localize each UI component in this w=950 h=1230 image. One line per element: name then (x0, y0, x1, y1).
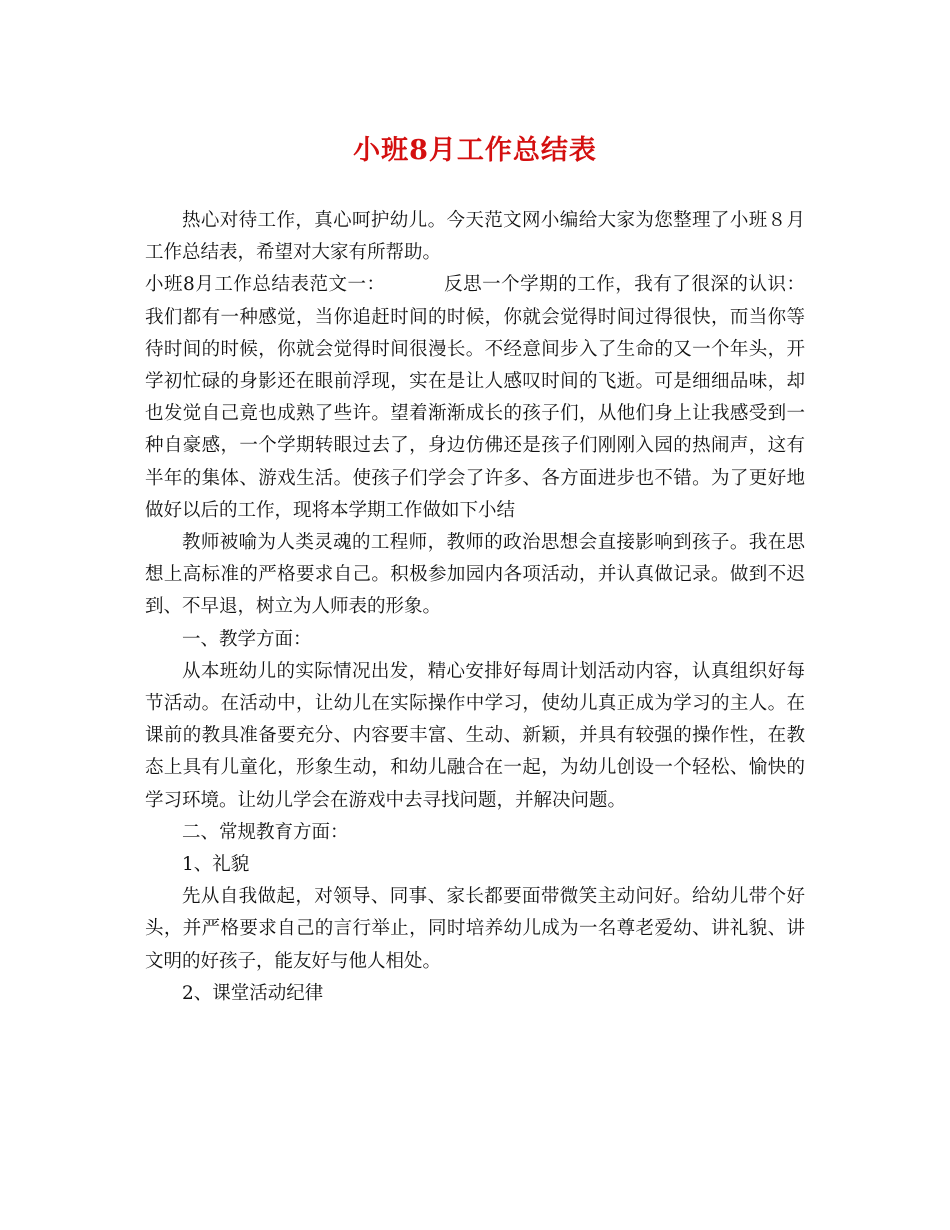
paragraph-teacher: 教师被喻为人类灵魂的工程师，教师的政治思想会直接影响到孩子。我在思想上高标准的严格要求自己。积极参加园内各项活动，并认真做记录。做到不迟到、不早退，树立为人师表的形象。 (145, 532, 805, 618)
section-heading-routine: 二、常规教育方面： (182, 821, 349, 843)
sample-text: 反思一个学期的工作，我有了很深的认识：我们都有一种感觉，当你追赶时间的时候，你就会觉得时间过得很快，而当你等待时间的时候，你就会觉得时间很漫长。不经意间步入了生命的又一个年头，开学初忙碌的身影还在眼前浮现，实在是让人感叹时间的飞逝。可是细细品味，却也发觉自己竟也成熟了些许。望着渐渐成长的孩子们，从他们身上让我感受到一种自豪感，一个学期转眼过去了，身边仿佛还是孩子们刚刚入园的热闹声，这有半年的集体、游戏生活。使孩子们学会了许多、各方面进步也不错。为了更好地做好以后的工作，现将本学期工作做如下小结 (145, 274, 805, 521)
intro-paragraph: 热心对待工作，真心呵护幼儿。今天范文网小编给大家为您整理了小班８月工作总结表，希望对大家有所帮助。 (145, 210, 805, 264)
document-title: 小班8月工作总结表 (353, 135, 597, 166)
subheading-discipline: 2、课堂活动纪律 (182, 982, 324, 1004)
paragraph-teaching: 从本班幼儿的实际情况出发，精心安排好每周计划活动内容，认真组织好每节活动。在活动中，让幼儿在实际操作中学习，使幼儿真正成为学习的主人。在课前的教具准备要充分、内容要丰富、生动、新颖，并具有较强的操作性，在教态上具有儿童化，形象生动，和幼儿融合在一起，为幼儿创设一个轻松、愉快的学习环境。让幼儿学会在游戏中去寻找问题，并解决问题。 (145, 660, 805, 811)
subheading-manners: 1、礼貌 (182, 854, 250, 876)
section-heading-teaching: 一、教学方面： (182, 628, 312, 650)
paragraph-manners: 先从自我做起，对领导、同事、家长都要面带微笑主动问好。给幼儿带个好头，并严格要求自己的言行举止，同时培养幼儿成为一名尊老爱幼、讲礼貌、讲文明的好孩子，能友好与他人相处。 (145, 886, 805, 972)
sample-paragraph (145, 269, 805, 527)
document-body (145, 205, 805, 1010)
sample-heading: 小班8月工作总结表范文一： (145, 274, 386, 296)
